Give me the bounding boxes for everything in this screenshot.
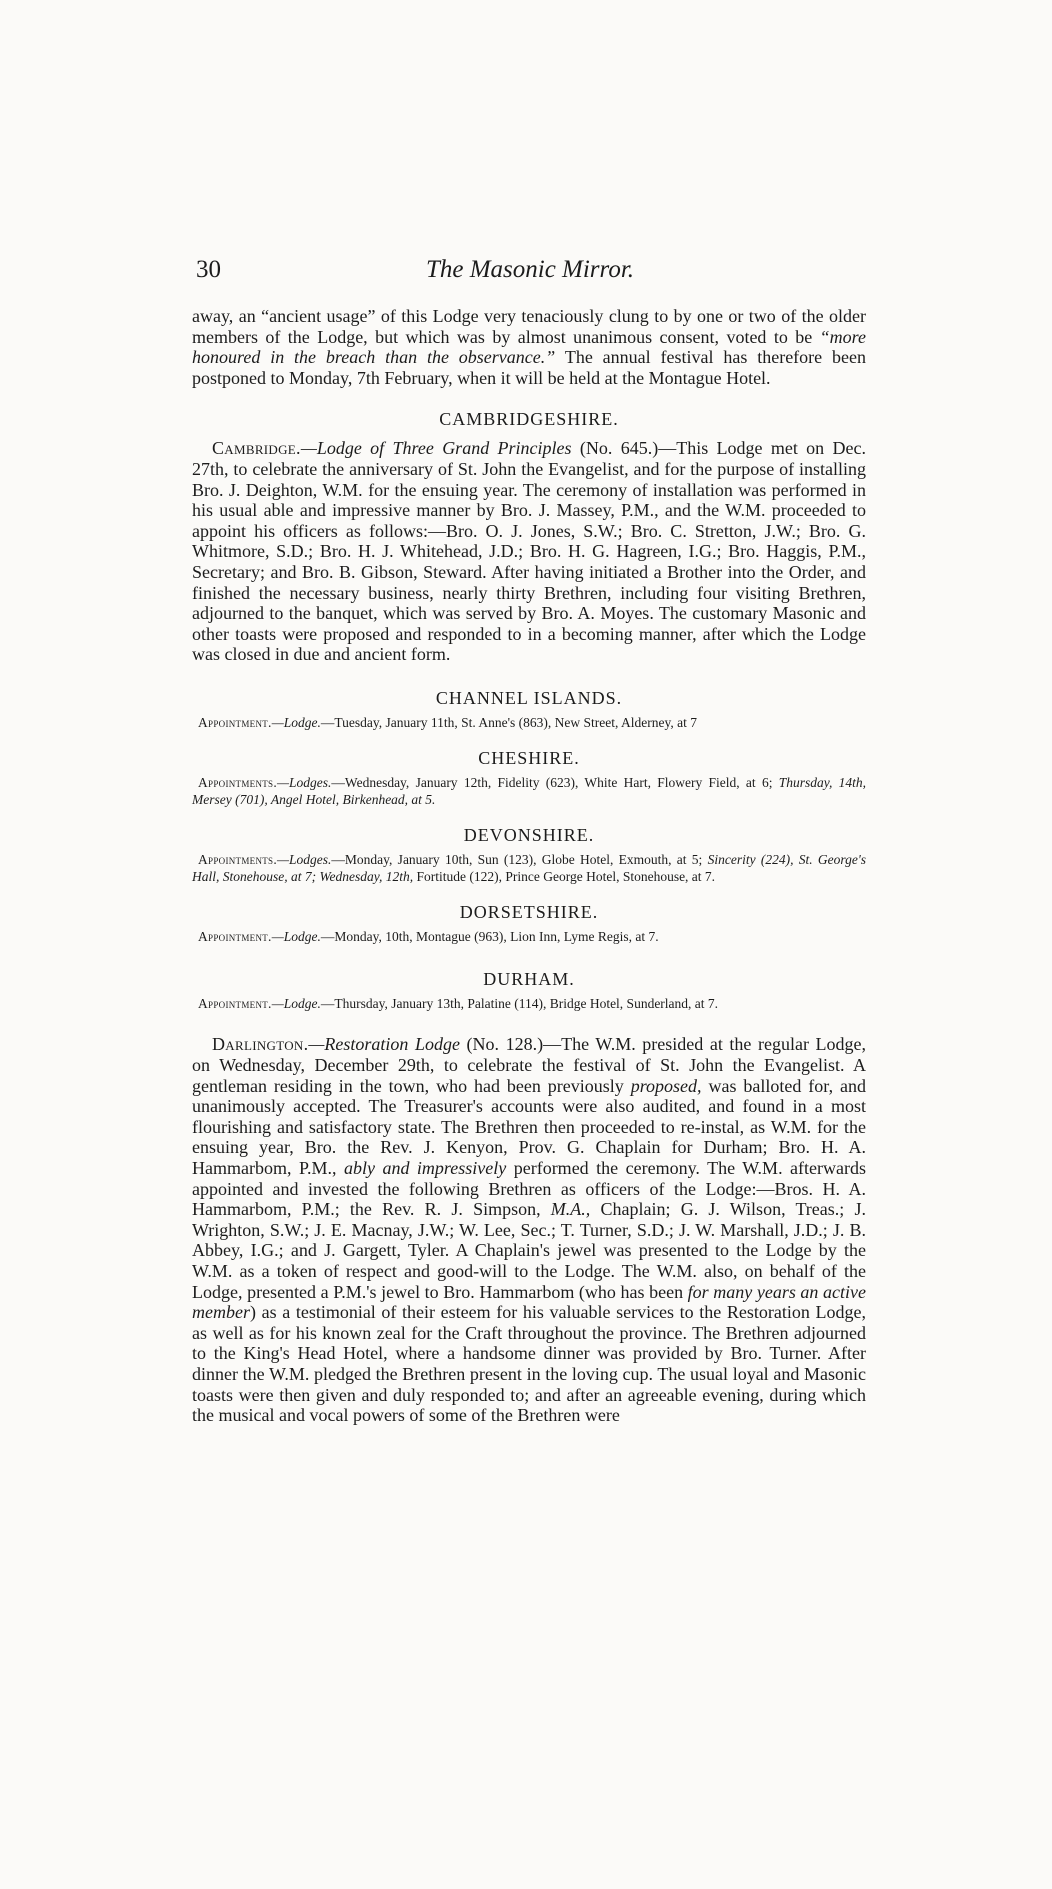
report-text-italic: M.A., bbox=[550, 1199, 591, 1220]
lodge-name: —Restoration Lodge bbox=[308, 1034, 460, 1055]
place-name: Darlington. bbox=[212, 1034, 309, 1055]
appointment-dorsetshire bbox=[192, 929, 866, 946]
heading-durham: DURHAM. bbox=[483, 968, 575, 989]
appointment-text: —Monday, January 10th, Sun (123), Globe Hotel, Exmouth, at 5; bbox=[331, 852, 708, 868]
heading-cheshire: CHESHIRE. bbox=[478, 748, 580, 769]
heading-dorsetshire: DORSETSHIRE. bbox=[459, 902, 599, 923]
page-number: 30 bbox=[196, 256, 221, 283]
lodge-name: —Lodge of Three Grand Principles bbox=[300, 438, 572, 459]
place-name: Cambridge. bbox=[212, 438, 301, 459]
appointment-label: Appointments. bbox=[198, 852, 278, 868]
heading-channel-islands: CHANNEL ISLANDS. bbox=[435, 687, 623, 708]
report-text-italic: for many years an active member bbox=[192, 1281, 866, 1323]
appointment-channel-islands bbox=[192, 715, 866, 732]
heading-devonshire: DEVONSHIRE. bbox=[463, 825, 595, 846]
appointment-lodge: —Lodges. bbox=[277, 775, 332, 791]
appointment-lodge: —Lodges. bbox=[277, 852, 332, 868]
appointment-text-italic: Thursday, 14th, Mersey (701), Angel Hotel, Birkenhead, at 5. bbox=[192, 775, 867, 807]
appointment-lodge: —Lodge. bbox=[271, 714, 321, 730]
appointment-label: Appointment. bbox=[198, 929, 272, 945]
report-text: Chaplain; G. J. Wilson, Treas.; J. Wrighton, S.W.; J. E. Macnay, J.W.; W. Lee, Sec.; T. Turner, S.D.; J. W. Marshall, J.D.; J. B. Abbey, I.G.; and J. Gargett, Tyler. A Chaplain's jewel was presented to the Lodge by the W.M. as a token of respect and good-will to the Lodge. The W.M. also, on behalf of the Lodge, presented a P.M.'s jewel to Bro. Hammarbom (who has been bbox=[192, 1199, 866, 1302]
report-text: was balloted for, and unanimously accepted. The Treasurer's accounts were also audited, and found in a most flourishing and satisfactory state. The Brethren then proceeded to re-instal, as W.M. for the ensuing year, Bro. the Rev. J. Kenyon, Prov. G. Chaplain for Durham; Bro. H. A. Hammarbom, P.M., bbox=[192, 1075, 866, 1178]
appointment-text: —Monday, 10th, Montague (963), Lion Inn, Lyme Regis, at 7. bbox=[320, 929, 659, 945]
appointment-text-end: Fortitude (122), Prince George Hotel, Stonehouse, at 7. bbox=[413, 868, 716, 884]
appointment-label: Appointment. bbox=[198, 714, 272, 730]
intro-text-end: The annual festival has therefore been postponed to Monday, 7th February, when it will be held at the Montague Hotel. bbox=[192, 347, 866, 388]
report-text-italic: ably and impressively bbox=[343, 1157, 507, 1178]
appointment-label: Appointment. bbox=[198, 995, 272, 1011]
running-title: The Masonic Mirror. bbox=[425, 256, 635, 283]
report-text: (No. 645.)—This Lodge met on Dec. 27th, to celebrate the anniversary of St. John the Evangelist, and for the purpose of installing Bro. J. Deighton, W.M. for the ensuing year. The ceremony of installation was performed in his usual able and impressive manner by Bro. J. Massey, P.M., and the W.M. proceeded to appoint his officers as follows:—Bro. O. J. Jones, S.W.; Bro. C. Stretton, J.W.; Bro. G. Whitmore, S.D.; Bro. H. J. Whitehead, J.D.; Bro. H. G. Hagreen, I.G.; Bro. Haggis, P.M., Secretary; and Bro. B. Gibson, Steward. After having initiated a Brother into the Order, and finished the necessary business, nearly thirty Brethren, including four visiting Brethren, adjourned to the banquet, which was served by Bro. A. Moyes. The customary Masonic and other toasts were proposed and responded to in a becoming manner, after which the Lodge was closed in due and ancient form. bbox=[192, 438, 866, 665]
appointment-text: —Tuesday, January 11th, St. Anne's (863), New Street, Alderney, at 7 bbox=[320, 714, 698, 730]
report-text-italic: proposed, bbox=[630, 1075, 702, 1096]
appointment-lodge: —Lodge. bbox=[271, 929, 321, 945]
report-text: performed the ceremony. The W.M. afterwards appointed and invested the following Brethren as officers of the Lodge:—Bros. H. A. Hammarbom, P.M.; the Rev. R. J. Simpson, bbox=[192, 1157, 866, 1220]
appointment-cheshire bbox=[192, 775, 866, 808]
intro-text: away, an “ancient usage” of this Lodge very tenaciously clung to by one or two of the older members of the Lodge, but which was by almost unanimous consent, voted to be bbox=[192, 306, 866, 347]
appointment-devonshire bbox=[192, 852, 866, 885]
appointment-text: —Wednesday, January 12th, Fidelity (623), White Hart, Flowery Field, at 6; bbox=[331, 775, 779, 791]
darlington-report bbox=[192, 1034, 866, 1425]
cambridge-report bbox=[192, 438, 866, 665]
page-header bbox=[196, 256, 864, 296]
report-text: ) as a testimonial of their esteem for his valuable services to the Restoration Lodge, as well as for his known zeal for the Craft throughout the province. The Brethren adjourned to the King's Head Hotel, where a handsome dinner was provided by Bro. Turner. After dinner the W.M. pledged the Brethren present in the loving cup. The usual loyal and Masonic toasts were then given and duly responded to; and after an agreeable evening, during which the musical and vocal powers of some of the Brethren were bbox=[192, 1302, 866, 1426]
article-body bbox=[192, 306, 866, 1426]
appointment-label: Appointments. bbox=[198, 775, 278, 791]
intro-paragraph bbox=[192, 306, 866, 388]
intro-quote: “more honoured in the breach than the observance.” bbox=[192, 326, 866, 368]
appointment-text: —Thursday, January 13th, Palatine (114), Bridge Hotel, Sunderland, at 7. bbox=[320, 995, 719, 1011]
appointment-lodge: —Lodge. bbox=[271, 995, 321, 1011]
appointment-text-italic: Sincerity (224), St. George's Hall, Stonehouse, at 7; Wednesday, 12th, bbox=[192, 852, 867, 884]
report-text: (No. 128.)—The W.M. presided at the regular Lodge, on Wednesday, December 29th, to celebrate the festival of St. John the Evangelist. A gentleman residing in the town, who had been previously bbox=[192, 1034, 866, 1096]
appointment-durham bbox=[192, 996, 866, 1013]
heading-cambridgeshire: CAMBRIDGESHIRE. bbox=[439, 409, 619, 430]
